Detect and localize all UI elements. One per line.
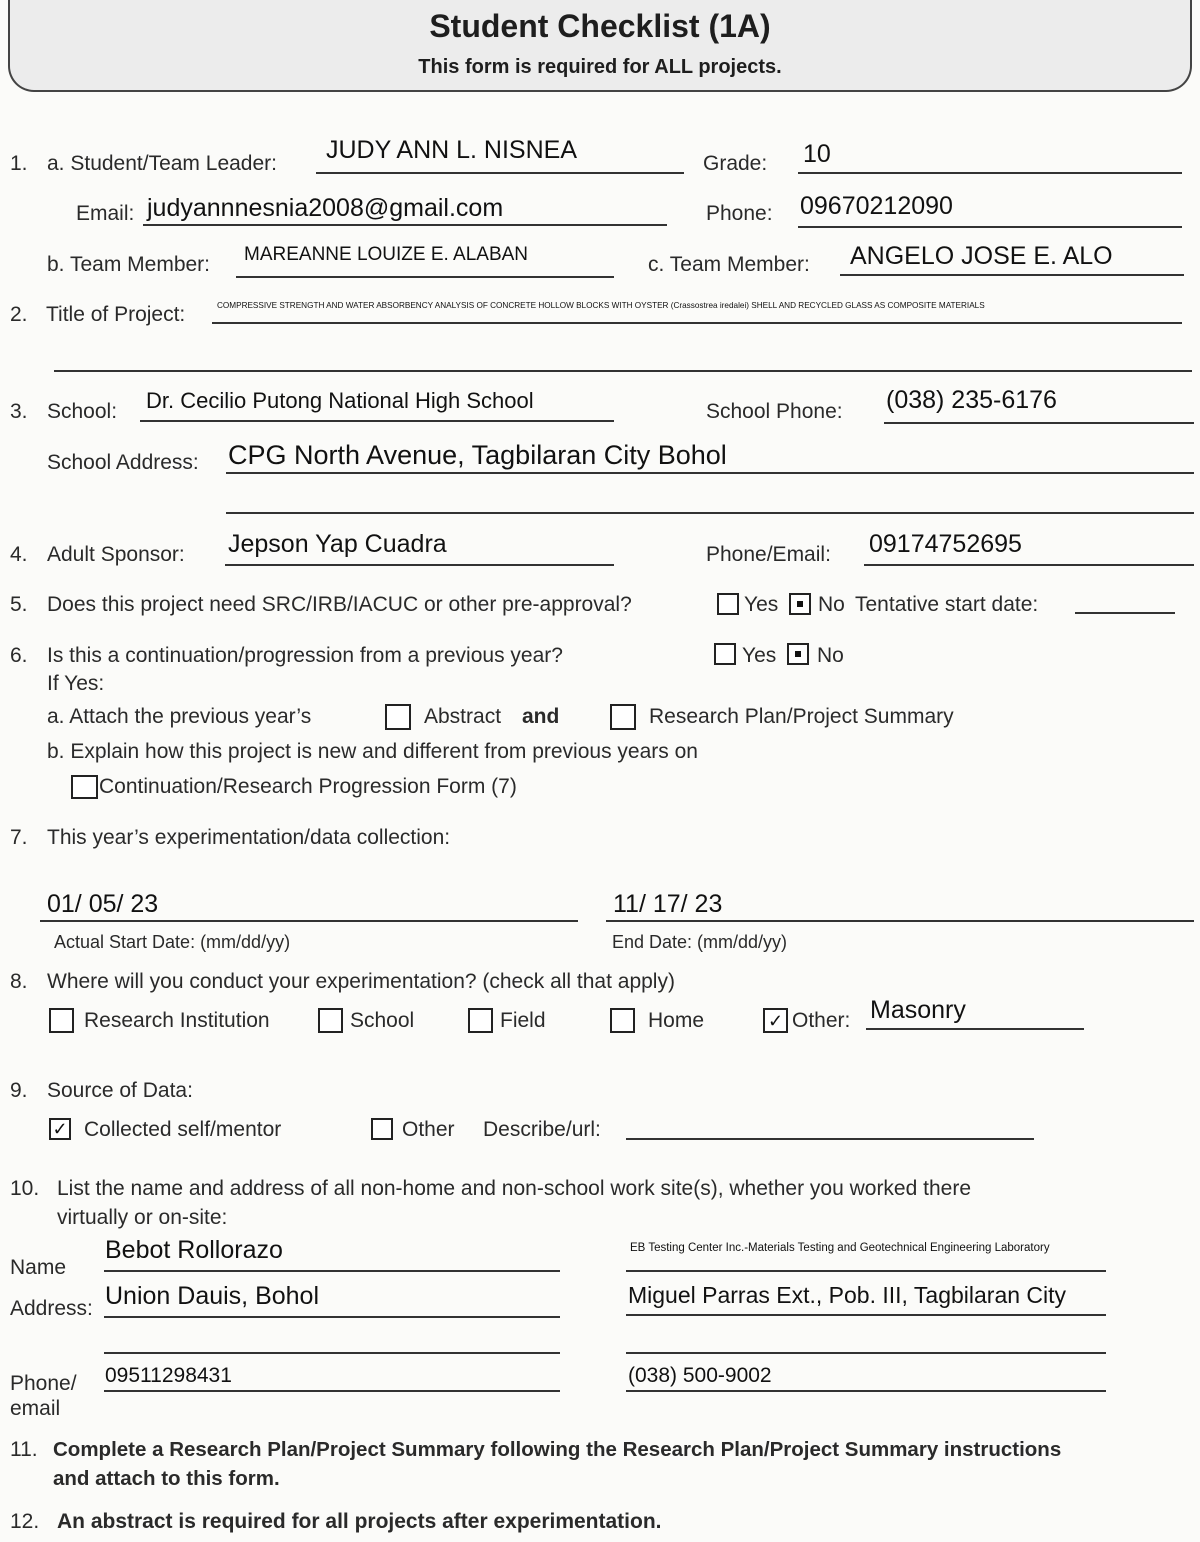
q6-no-checkbox[interactable] (787, 643, 809, 665)
describe-label: Describe/url: (483, 1118, 601, 1141)
site-phone-label-2: email (10, 1397, 61, 1420)
start-date-label: Actual Start Date: (mm/dd/yy) (54, 932, 291, 952)
q6-no-label: No (817, 644, 844, 667)
selected-dot-icon (797, 601, 803, 607)
sponsor-label: Adult Sponsor: (47, 543, 185, 566)
q12-text: An abstract is required for all projects after experimentation. (57, 1510, 662, 1533)
site2-address-field[interactable]: Miguel Parras Ext., Pob. III, Tagbilaran City (628, 1282, 1067, 1308)
member-b-line (236, 276, 614, 278)
abstract-label: Abstract (424, 705, 502, 728)
q2-number: 2. (10, 303, 28, 326)
phone-line (798, 226, 1182, 228)
other-location-line (866, 1028, 1084, 1030)
q10-number: 10. (10, 1177, 40, 1200)
school-line (140, 420, 614, 422)
site2-address-line (626, 1314, 1106, 1316)
home-checkbox[interactable] (610, 1008, 635, 1033)
grade-field[interactable]: 10 (803, 140, 831, 168)
describe-line[interactable] (626, 1138, 1034, 1140)
start-date-field[interactable]: 01/ 05/ 23 (47, 890, 159, 918)
other-location-label: Other: (792, 1009, 851, 1032)
member-c-line (840, 274, 1184, 276)
title-label: Title of Project: (46, 303, 186, 326)
q5-number: 5. (10, 593, 28, 616)
site2-name-line (626, 1270, 1106, 1272)
abstract-checkbox[interactable] (385, 704, 411, 730)
title-field[interactable]: COMPRESSIVE STRENGTH AND WATER ABSORBENCY ANALYSIS OF CONCRETE HOLLOW BLOCKS WITH OYSTER (Crassostrea iredalei) SHELL AND RECYCLED GLASS AS COMPOSITE MATERIALS (217, 301, 985, 310)
site-name-label: Name (10, 1256, 67, 1279)
research-plan-checkbox[interactable] (610, 704, 636, 730)
q6-text: Is this a continuation/progression from a previous year? (47, 644, 563, 667)
and-label: and (522, 705, 560, 728)
site2-name-field[interactable]: EB Testing Center Inc.-Materials Testing and Geotechnical Engineering Laboratory (630, 1242, 1050, 1254)
q7-text: This year’s experimentation/data collection: (47, 826, 451, 849)
checkmark-icon: ✓ (52, 1119, 68, 1139)
q4-number: 4. (10, 543, 28, 566)
school-address-label: School Address: (47, 451, 199, 474)
q1-number: 1. (10, 152, 28, 175)
school-address-line-2 (226, 512, 1194, 514)
q7-number: 7. (10, 826, 28, 849)
selected-dot-icon (795, 651, 801, 657)
phone-label: Phone: (706, 202, 773, 225)
school-label: School: (47, 400, 118, 423)
form-subtitle: This form is required for ALL projects. (418, 56, 782, 78)
site1-phone-line (104, 1390, 560, 1392)
school-address-field[interactable]: CPG North Avenue, Tagbilaran City Bohol (228, 440, 727, 470)
site-phone-label-1: Phone/ (10, 1372, 77, 1395)
other-source-label: Other (402, 1118, 455, 1141)
q5-text: Does this project need SRC/IRB/IACUC or other pre-approval? (47, 593, 632, 616)
continuation-checkbox[interactable] (71, 775, 98, 799)
other-location-field[interactable]: Masonry (870, 996, 966, 1024)
tentative-label: Tentative start date: (855, 593, 1039, 616)
site1-name-field[interactable]: Bebot Rollorazo (105, 1236, 283, 1264)
site2-phone-line (626, 1390, 1106, 1392)
school-phone-line (884, 422, 1194, 424)
school-checkbox[interactable] (318, 1008, 343, 1033)
phone-field[interactable]: 09670212090 (800, 192, 953, 220)
sponsor-contact-line (864, 564, 1194, 566)
field-option-label: Field (500, 1009, 546, 1032)
q8-number: 8. (10, 970, 28, 993)
q12-number: 12. (10, 1510, 40, 1533)
email-line (143, 224, 667, 226)
end-date-field[interactable]: 11/ 17/ 23 (613, 890, 723, 918)
leader-label: a. Student/Team Leader: (47, 152, 277, 175)
q10-text-2: virtually or on-site: (57, 1206, 228, 1229)
school-field[interactable]: Dr. Cecilio Putong National High School (146, 388, 534, 413)
q8-text: Where will you conduct your experimentation? (check all that apply) (47, 970, 675, 993)
q6-number: 6. (10, 644, 28, 667)
leader-field[interactable]: JUDY ANN L. NISNEA (326, 136, 578, 164)
q3-number: 3. (10, 400, 28, 423)
end-date-line (606, 920, 1194, 922)
q6-yes-checkbox[interactable] (714, 643, 736, 665)
if-yes-label: If Yes: (47, 672, 105, 695)
q10-text-1: List the name and address of all non-home and non-school work site(s), whether you worked there (57, 1177, 971, 1200)
member-c-field[interactable]: ANGELO JOSE E. ALO (850, 242, 1113, 270)
research-institution-label: Research Institution (84, 1009, 270, 1032)
collected-checkbox[interactable] (49, 1118, 71, 1140)
form-title: Student Checklist (1A) (429, 8, 771, 44)
home-option-label: Home (648, 1009, 705, 1032)
member-b-field[interactable]: MAREANNE LOUIZE E. ALABAN (244, 244, 529, 265)
site1-name-line (104, 1270, 560, 1272)
continuation-label: Continuation/Research Progression Form (7) (99, 775, 517, 798)
q5-no-checkbox[interactable] (789, 593, 811, 615)
school-address-line-1 (226, 472, 1194, 474)
email-field[interactable]: judyannnesnia2008@gmail.com (147, 194, 504, 222)
sponsor-field[interactable]: Jepson Yap Cuadra (228, 530, 447, 558)
q6-yes-label: Yes (742, 644, 777, 667)
school-option-label: School (350, 1009, 415, 1032)
title-line-2 (54, 370, 1192, 372)
email-label: Email: (76, 202, 135, 225)
site-address-label: Address: (10, 1297, 93, 1320)
site2-phone-field[interactable]: (038) 500-9002 (628, 1364, 772, 1387)
q5-yes-label: Yes (744, 593, 779, 616)
site1-address-line (104, 1316, 560, 1318)
q11-number: 11. (10, 1438, 38, 1461)
grade-label: Grade: (703, 152, 768, 175)
field-checkbox[interactable] (468, 1008, 493, 1033)
sponsor-contact-field[interactable]: 09174752695 (869, 530, 1022, 558)
q5-yes-checkbox[interactable] (717, 593, 739, 615)
end-date-label: End Date: (mm/dd/yy) (612, 932, 788, 952)
q9-number: 9. (10, 1079, 28, 1102)
site1-address-field[interactable]: Union Dauis, Bohol (105, 1282, 320, 1310)
school-phone-field[interactable]: (038) 235-6176 (886, 386, 1057, 414)
grade-line (798, 172, 1182, 174)
collected-label: Collected self/mentor (84, 1118, 282, 1141)
q9-text: Source of Data: (47, 1079, 193, 1102)
school-phone-label: School Phone: (706, 400, 843, 423)
q6b-text: b. Explain how this project is new and different from previous years on (47, 740, 698, 763)
other-location-checkbox[interactable] (763, 1008, 788, 1033)
leader-line (316, 172, 684, 174)
q11-text-2: and attach to this form. (53, 1467, 280, 1490)
site1-address-line-2 (104, 1352, 560, 1354)
q6a-text: a. Attach the previous year’s (47, 705, 312, 728)
start-date-line (40, 920, 578, 922)
site2-address-line-2 (626, 1352, 1106, 1354)
member-b-label: b. Team Member: (47, 253, 211, 276)
tentative-line[interactable] (1075, 612, 1175, 614)
research-institution-checkbox[interactable] (49, 1008, 74, 1033)
checkmark-icon: ✓ (767, 1010, 784, 1031)
member-c-label: c. Team Member: (648, 253, 810, 276)
sponsor-contact-label: Phone/Email: (706, 543, 831, 566)
research-plan-label: Research Plan/Project Summary (649, 705, 954, 728)
q5-no-label: No (818, 593, 845, 616)
title-line-1 (212, 322, 1182, 324)
q11-text-1: Complete a Research Plan/Project Summary following the Research Plan/Project Summary instructions (53, 1438, 1062, 1461)
other-source-checkbox[interactable] (371, 1118, 393, 1140)
site1-phone-field[interactable]: 09511298431 (105, 1364, 232, 1387)
sponsor-line (225, 564, 614, 566)
